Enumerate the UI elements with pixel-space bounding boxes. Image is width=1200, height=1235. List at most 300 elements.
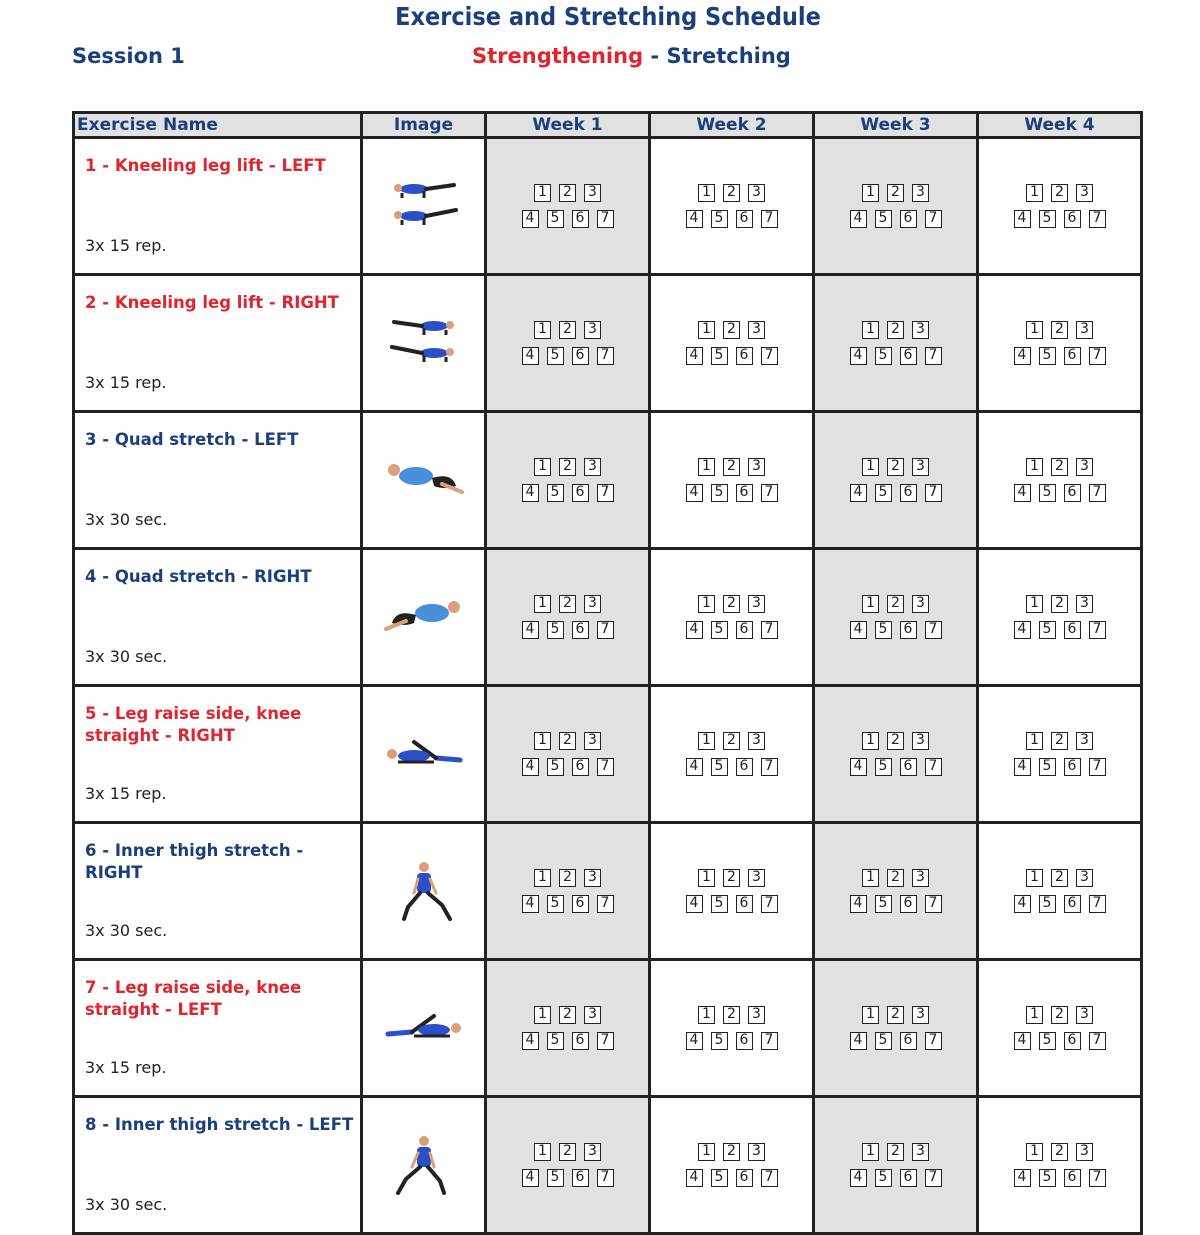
day-checkbox[interactable]: 4	[850, 1169, 867, 1187]
exercise-row	[74, 1097, 1142, 1234]
day-checkbox[interactable]: 1	[698, 321, 715, 339]
day-checkbox[interactable]: 6	[736, 621, 753, 639]
day-checkbox[interactable]: 3	[1076, 732, 1093, 750]
day-checkbox[interactable]: 2	[559, 595, 576, 613]
exercise-title	[85, 703, 360, 747]
day-checkbox[interactable]: 4	[1014, 484, 1031, 502]
exercise-number: 6	[85, 841, 97, 860]
inner-thigh-stretch-figure	[363, 1133, 484, 1197]
day-checkbox[interactable]: 1	[534, 1006, 551, 1024]
day-checkbox[interactable]: 1	[862, 869, 879, 887]
day-checkbox[interactable]: 4	[686, 210, 703, 228]
exercise-name-cell	[74, 412, 362, 549]
exercise-name: Kneeling leg lift	[114, 156, 264, 175]
day-checkbox[interactable]: 6	[900, 621, 917, 639]
day-checkbox[interactable]: 4	[686, 895, 703, 913]
day-checkbox-row	[522, 621, 614, 639]
day-checkbox[interactable]: 1	[862, 595, 879, 613]
day-checkbox[interactable]: 2	[887, 1143, 904, 1161]
exercise-row	[74, 686, 1142, 823]
week-3-cell	[814, 686, 978, 823]
day-checkbox[interactable]: 6	[900, 1169, 917, 1187]
day-checkbox[interactable]: 3	[748, 595, 765, 613]
day-checkbox[interactable]: 7	[761, 347, 778, 365]
day-checkbox[interactable]: 2	[559, 1143, 576, 1161]
day-checkbox[interactable]: 1	[862, 458, 879, 476]
day-checkbox[interactable]: 1	[698, 732, 715, 750]
day-checkbox[interactable]: 2	[559, 321, 576, 339]
day-checkbox[interactable]: 4	[522, 621, 539, 639]
day-checkbox[interactable]: 6	[900, 758, 917, 776]
day-checkbox[interactable]: 3	[1076, 595, 1093, 613]
day-checkbox[interactable]: 3	[748, 869, 765, 887]
exercise-row	[74, 549, 1142, 686]
week-2-cell	[650, 1097, 814, 1234]
day-checkbox[interactable]: 6	[736, 1032, 753, 1050]
day-checkbox[interactable]: 2	[1051, 595, 1068, 613]
day-checkbox[interactable]: 2	[887, 1006, 904, 1024]
exercise-name-cell	[74, 823, 362, 960]
day-checkbox[interactable]: 2	[559, 1006, 576, 1024]
day-checkbox[interactable]: 4	[850, 210, 867, 228]
day-checkbox[interactable]: 6	[572, 1032, 589, 1050]
day-checkbox[interactable]: 4	[1014, 895, 1031, 913]
day-checkbox[interactable]: 6	[1064, 895, 1081, 913]
exercise-number: 8	[85, 1115, 97, 1134]
day-checkbox[interactable]: 2	[1051, 321, 1068, 339]
day-checkbox[interactable]: 5	[875, 621, 892, 639]
day-checkbox[interactable]: 5	[711, 758, 728, 776]
day-checkbox[interactable]: 6	[1064, 210, 1081, 228]
day-checkbox[interactable]: 5	[875, 895, 892, 913]
day-checkbox[interactable]: 5	[1039, 347, 1056, 365]
day-checkbox[interactable]: 2	[723, 321, 740, 339]
day-checkbox[interactable]: 5	[1039, 484, 1056, 502]
day-checkbox[interactable]: 3	[584, 184, 601, 202]
day-checkbox[interactable]: 4	[522, 347, 539, 365]
day-checkbox[interactable]: 5	[547, 758, 564, 776]
day-checkbox[interactable]: 1	[698, 595, 715, 613]
day-checkbox[interactable]: 4	[850, 895, 867, 913]
day-checkbox[interactable]: 6	[900, 895, 917, 913]
day-checkbox[interactable]: 6	[1064, 758, 1081, 776]
day-checkbox[interactable]: 6	[1064, 621, 1081, 639]
week-1-cell	[486, 138, 650, 275]
day-checkbox[interactable]: 4	[522, 210, 539, 228]
day-checkbox[interactable]: 5	[711, 484, 728, 502]
col-header-image: Image	[362, 113, 486, 138]
day-checkbox[interactable]: 7	[761, 621, 778, 639]
exercise-number: 4	[85, 567, 97, 586]
day-checkbox[interactable]: 5	[547, 621, 564, 639]
exercise-name: Inner thigh stretch	[114, 1115, 291, 1134]
day-checkbox[interactable]: 7	[597, 1032, 614, 1050]
week-1-cell	[486, 960, 650, 1097]
day-checkbox[interactable]: 1	[862, 1143, 879, 1161]
week-2-cell	[650, 412, 814, 549]
day-checkbox[interactable]: 2	[1051, 1006, 1068, 1024]
day-checkbox-row	[1014, 1169, 1106, 1187]
day-checkbox[interactable]: 4	[686, 1169, 703, 1187]
exercise-image-cell	[362, 275, 486, 412]
day-checkbox[interactable]: 3	[748, 732, 765, 750]
day-checkbox-row	[1014, 347, 1106, 365]
day-checkbox[interactable]: 1	[1026, 595, 1043, 613]
day-checkbox-row	[1014, 210, 1106, 228]
day-checkbox[interactable]: 6	[900, 1032, 917, 1050]
week-3-cell	[814, 1097, 978, 1234]
day-checkbox[interactable]: 5	[547, 347, 564, 365]
day-checkbox[interactable]: 7	[1089, 1032, 1106, 1050]
week-1-cell	[486, 823, 650, 960]
day-checkbox[interactable]: 2	[1051, 1143, 1068, 1161]
day-checkbox[interactable]: 2	[887, 458, 904, 476]
day-checkbox[interactable]: 1	[1026, 1143, 1043, 1161]
day-checkbox[interactable]: 7	[597, 621, 614, 639]
day-checkbox[interactable]: 3	[912, 458, 929, 476]
day-checkbox[interactable]: 3	[748, 1006, 765, 1024]
day-checkbox[interactable]: 3	[912, 732, 929, 750]
day-checkbox[interactable]: 7	[1089, 347, 1106, 365]
day-checkbox[interactable]: 3	[584, 1143, 601, 1161]
day-checkbox[interactable]: 3	[1076, 1006, 1093, 1024]
day-checkbox[interactable]: 4	[1014, 1032, 1031, 1050]
day-checkbox[interactable]: 4	[850, 758, 867, 776]
day-checkbox[interactable]: 6	[572, 347, 589, 365]
day-checkbox[interactable]: 2	[723, 184, 740, 202]
day-checkbox[interactable]: 1	[698, 1006, 715, 1024]
exercise-side: RIGHT	[281, 293, 339, 312]
day-checkbox[interactable]: 1	[698, 458, 715, 476]
day-checkbox[interactable]: 2	[723, 1006, 740, 1024]
day-checkbox[interactable]: 3	[584, 321, 601, 339]
day-checkbox[interactable]: 1	[1026, 321, 1043, 339]
day-checkbox[interactable]: 3	[1076, 869, 1093, 887]
day-checkbox[interactable]: 4	[1014, 758, 1031, 776]
day-checkbox[interactable]: 3	[912, 321, 929, 339]
day-checkbox[interactable]: 1	[534, 1143, 551, 1161]
day-checkboxes	[815, 1143, 976, 1187]
day-checkbox[interactable]: 1	[1026, 458, 1043, 476]
day-checkbox[interactable]: 1	[534, 458, 551, 476]
side-leg-raise-figure	[363, 996, 484, 1060]
exercise-row	[74, 960, 1142, 1097]
day-checkbox[interactable]: 3	[748, 321, 765, 339]
day-checkbox[interactable]: 4	[1014, 621, 1031, 639]
day-checkbox[interactable]: 2	[1051, 458, 1068, 476]
day-checkbox[interactable]: 1	[862, 732, 879, 750]
day-checkbox[interactable]: 2	[559, 732, 576, 750]
day-checkbox[interactable]: 7	[597, 895, 614, 913]
day-checkbox[interactable]: 4	[1014, 210, 1031, 228]
day-checkbox[interactable]: 4	[850, 484, 867, 502]
exercise-sep: -	[263, 293, 282, 312]
day-checkbox[interactable]: 5	[875, 210, 892, 228]
day-checkbox[interactable]: 5	[547, 484, 564, 502]
day-checkbox[interactable]: 6	[1064, 1032, 1081, 1050]
day-checkbox[interactable]: 5	[547, 1169, 564, 1187]
day-checkbox[interactable]: 6	[736, 347, 753, 365]
day-checkbox[interactable]: 7	[925, 347, 942, 365]
day-checkbox[interactable]: 6	[1064, 347, 1081, 365]
day-checkbox[interactable]: 2	[723, 595, 740, 613]
day-checkbox[interactable]: 1	[698, 184, 715, 202]
day-checkbox[interactable]: 2	[723, 1143, 740, 1161]
week-2-cell	[650, 138, 814, 275]
day-checkbox[interactable]: 6	[572, 758, 589, 776]
day-checkbox[interactable]: 3	[1076, 1143, 1093, 1161]
day-checkbox[interactable]: 1	[534, 595, 551, 613]
day-checkbox[interactable]: 5	[1039, 210, 1056, 228]
week-3-cell	[814, 412, 978, 549]
day-checkbox-row	[698, 184, 765, 202]
day-checkbox-row	[862, 1006, 929, 1024]
day-checkbox[interactable]: 5	[875, 347, 892, 365]
day-checkbox[interactable]: 3	[748, 458, 765, 476]
day-checkbox-row	[862, 732, 929, 750]
day-checkbox[interactable]: 4	[522, 895, 539, 913]
day-checkbox[interactable]: 5	[875, 1032, 892, 1050]
day-checkbox[interactable]: 6	[900, 347, 917, 365]
day-checkbox[interactable]: 6	[572, 484, 589, 502]
day-checkbox[interactable]: 2	[887, 595, 904, 613]
day-checkbox-row	[698, 458, 765, 476]
exercise-sep: -	[235, 430, 255, 449]
day-checkboxes	[979, 1006, 1140, 1050]
day-checkbox[interactable]: 5	[1039, 758, 1056, 776]
day-checkbox[interactable]: 5	[1039, 1169, 1056, 1187]
day-checkbox-row	[698, 595, 765, 613]
day-checkbox[interactable]: 4	[686, 758, 703, 776]
day-checkbox[interactable]: 5	[547, 210, 564, 228]
day-checkbox[interactable]: 3	[1076, 458, 1093, 476]
day-checkbox[interactable]: 2	[559, 184, 576, 202]
day-checkbox[interactable]: 6	[900, 210, 917, 228]
col-header-week-4: Week 4	[978, 113, 1142, 138]
day-checkbox[interactable]: 2	[887, 184, 904, 202]
exercise-side: LEFT	[281, 156, 326, 175]
day-checkbox[interactable]: 5	[875, 758, 892, 776]
day-checkboxes	[487, 595, 648, 639]
day-checkbox-row	[522, 1032, 614, 1050]
day-checkbox[interactable]: 4	[850, 1032, 867, 1050]
exercise-side: RIGHT	[85, 863, 143, 882]
day-checkbox[interactable]: 6	[572, 621, 589, 639]
exercise-reps: 3x 15 rep.	[85, 784, 167, 803]
day-checkbox[interactable]: 7	[761, 1032, 778, 1050]
day-checkbox[interactable]: 5	[711, 210, 728, 228]
day-checkbox[interactable]: 5	[711, 347, 728, 365]
day-checkbox[interactable]: 3	[912, 869, 929, 887]
day-checkbox[interactable]: 3	[1076, 321, 1093, 339]
day-checkbox[interactable]: 5	[547, 895, 564, 913]
day-checkbox[interactable]: 4	[1014, 1169, 1031, 1187]
day-checkbox[interactable]: 4	[1014, 347, 1031, 365]
day-checkbox[interactable]: 5	[1039, 1032, 1056, 1050]
day-checkbox[interactable]: 7	[925, 1169, 942, 1187]
day-checkbox[interactable]: 7	[1089, 895, 1106, 913]
day-checkbox[interactable]: 1	[1026, 184, 1043, 202]
day-checkbox[interactable]: 7	[925, 621, 942, 639]
day-checkbox[interactable]: 4	[522, 1169, 539, 1187]
day-checkbox[interactable]: 3	[912, 1143, 929, 1161]
day-checkboxes	[815, 869, 976, 913]
day-checkbox[interactable]: 6	[1064, 484, 1081, 502]
day-checkbox[interactable]: 2	[1051, 732, 1068, 750]
day-checkbox[interactable]: 7	[925, 758, 942, 776]
exercise-name-cell	[74, 686, 362, 823]
day-checkbox[interactable]: 1	[534, 321, 551, 339]
day-checkbox[interactable]: 7	[597, 210, 614, 228]
day-checkbox[interactable]: 7	[761, 484, 778, 502]
day-checkbox[interactable]: 3	[584, 458, 601, 476]
day-checkbox[interactable]: 6	[572, 210, 589, 228]
day-checkbox[interactable]: 7	[925, 210, 942, 228]
day-checkbox[interactable]: 5	[1039, 895, 1056, 913]
day-checkbox[interactable]: 4	[686, 484, 703, 502]
day-checkbox[interactable]: 2	[1051, 869, 1068, 887]
day-checkbox[interactable]: 5	[875, 1169, 892, 1187]
exercise-side: LEFT	[177, 1000, 222, 1019]
day-checkbox[interactable]: 5	[875, 484, 892, 502]
exercise-sep: -	[96, 156, 115, 175]
day-checkbox[interactable]: 1	[862, 184, 879, 202]
day-checkbox[interactable]: 2	[1051, 184, 1068, 202]
day-checkbox[interactable]: 7	[1089, 1169, 1106, 1187]
legend-stretching: Stretching	[666, 44, 791, 68]
day-checkbox[interactable]: 6	[736, 484, 753, 502]
day-checkbox[interactable]: 1	[698, 1143, 715, 1161]
day-checkbox[interactable]: 7	[597, 1169, 614, 1187]
day-checkbox[interactable]: 5	[711, 621, 728, 639]
day-checkbox[interactable]: 7	[761, 895, 778, 913]
day-checkbox[interactable]: 5	[711, 1169, 728, 1187]
day-checkbox[interactable]: 7	[597, 758, 614, 776]
day-checkbox[interactable]: 3	[584, 732, 601, 750]
day-checkbox[interactable]: 6	[736, 1169, 753, 1187]
exercise-side: LEFT	[308, 1115, 354, 1134]
exercise-image-cell	[362, 1097, 486, 1234]
day-checkbox[interactable]: 4	[686, 621, 703, 639]
day-checkbox[interactable]: 3	[912, 184, 929, 202]
day-checkbox[interactable]: 2	[723, 732, 740, 750]
day-checkbox[interactable]: 6	[736, 895, 753, 913]
day-checkbox[interactable]: 6	[1064, 1169, 1081, 1187]
day-checkbox[interactable]: 4	[686, 347, 703, 365]
day-checkbox[interactable]: 1	[534, 869, 551, 887]
day-checkbox[interactable]: 6	[736, 210, 753, 228]
week-3-cell	[814, 549, 978, 686]
day-checkbox[interactable]: 6	[572, 1169, 589, 1187]
day-checkbox[interactable]: 5	[711, 1032, 728, 1050]
day-checkbox[interactable]: 7	[925, 895, 942, 913]
day-checkbox[interactable]: 7	[597, 347, 614, 365]
day-checkbox-row	[862, 184, 929, 202]
day-checkbox[interactable]: 3	[748, 1143, 765, 1161]
exercise-reps: 3x 15 rep.	[85, 1058, 167, 1077]
day-checkbox[interactable]: 4	[522, 484, 539, 502]
page-title: Exercise and Stretching Schedule	[395, 2, 821, 31]
day-checkbox[interactable]: 4	[686, 1032, 703, 1050]
day-checkbox[interactable]: 2	[723, 458, 740, 476]
day-checkbox-row	[1014, 621, 1106, 639]
day-checkbox[interactable]: 1	[534, 184, 551, 202]
day-checkbox[interactable]: 1	[534, 732, 551, 750]
day-checkbox[interactable]: 7	[1089, 621, 1106, 639]
day-checkbox[interactable]: 3	[584, 869, 601, 887]
day-checkbox[interactable]: 1	[1026, 732, 1043, 750]
week-1-cell	[486, 686, 650, 823]
day-checkboxes	[979, 321, 1140, 365]
day-checkbox[interactable]: 3	[912, 1006, 929, 1024]
day-checkbox[interactable]: 1	[862, 321, 879, 339]
day-checkbox[interactable]: 6	[900, 484, 917, 502]
day-checkbox[interactable]: 3	[584, 595, 601, 613]
day-checkbox-row	[686, 484, 778, 502]
day-checkbox[interactable]: 1	[862, 1006, 879, 1024]
day-checkbox[interactable]: 3	[1076, 184, 1093, 202]
quad-stretch-figure	[363, 448, 484, 512]
day-checkbox[interactable]: 5	[711, 895, 728, 913]
day-checkbox[interactable]: 4	[522, 1032, 539, 1050]
day-checkbox[interactable]: 2	[887, 869, 904, 887]
day-checkbox[interactable]: 1	[698, 869, 715, 887]
day-checkboxes	[487, 732, 648, 776]
day-checkbox-row	[534, 595, 601, 613]
day-checkbox[interactable]: 4	[522, 758, 539, 776]
day-checkbox[interactable]: 3	[912, 595, 929, 613]
day-checkbox[interactable]: 7	[1089, 758, 1106, 776]
exercise-name: Leg raise side, knee straight	[85, 704, 302, 745]
day-checkbox[interactable]: 2	[559, 458, 576, 476]
day-checkbox[interactable]: 7	[925, 1032, 942, 1050]
day-checkbox[interactable]: 2	[559, 869, 576, 887]
day-checkbox-row	[1026, 321, 1093, 339]
week-4-cell	[978, 686, 1142, 823]
day-checkbox[interactable]: 7	[761, 1169, 778, 1187]
day-checkbox[interactable]: 7	[761, 758, 778, 776]
day-checkbox[interactable]: 7	[597, 484, 614, 502]
day-checkbox[interactable]: 7	[761, 210, 778, 228]
exercise-sep: -	[159, 1000, 178, 1019]
exercise-name: Quad stretch	[114, 430, 236, 449]
day-checkbox[interactable]: 6	[572, 895, 589, 913]
day-checkbox-row	[534, 732, 601, 750]
exercise-side: LEFT	[254, 430, 299, 449]
day-checkbox[interactable]: 3	[748, 184, 765, 202]
day-checkbox[interactable]: 4	[850, 347, 867, 365]
day-checkbox[interactable]: 2	[723, 869, 740, 887]
day-checkbox[interactable]: 3	[584, 1006, 601, 1024]
day-checkbox[interactable]: 2	[887, 732, 904, 750]
day-checkbox[interactable]: 6	[736, 758, 753, 776]
day-checkbox[interactable]: 4	[850, 621, 867, 639]
week-2-cell	[650, 686, 814, 823]
day-checkbox[interactable]: 2	[887, 321, 904, 339]
day-checkbox[interactable]: 7	[925, 484, 942, 502]
day-checkbox[interactable]: 7	[1089, 210, 1106, 228]
day-checkbox-row	[686, 895, 778, 913]
day-checkbox[interactable]: 7	[1089, 484, 1106, 502]
week-2-cell	[650, 960, 814, 1097]
day-checkbox[interactable]: 1	[1026, 869, 1043, 887]
day-checkbox[interactable]: 5	[1039, 621, 1056, 639]
day-checkbox[interactable]: 5	[547, 1032, 564, 1050]
day-checkbox-row	[1026, 869, 1093, 887]
day-checkbox[interactable]: 1	[1026, 1006, 1043, 1024]
exercise-name-cell	[74, 549, 362, 686]
day-checkbox-row	[522, 1169, 614, 1187]
